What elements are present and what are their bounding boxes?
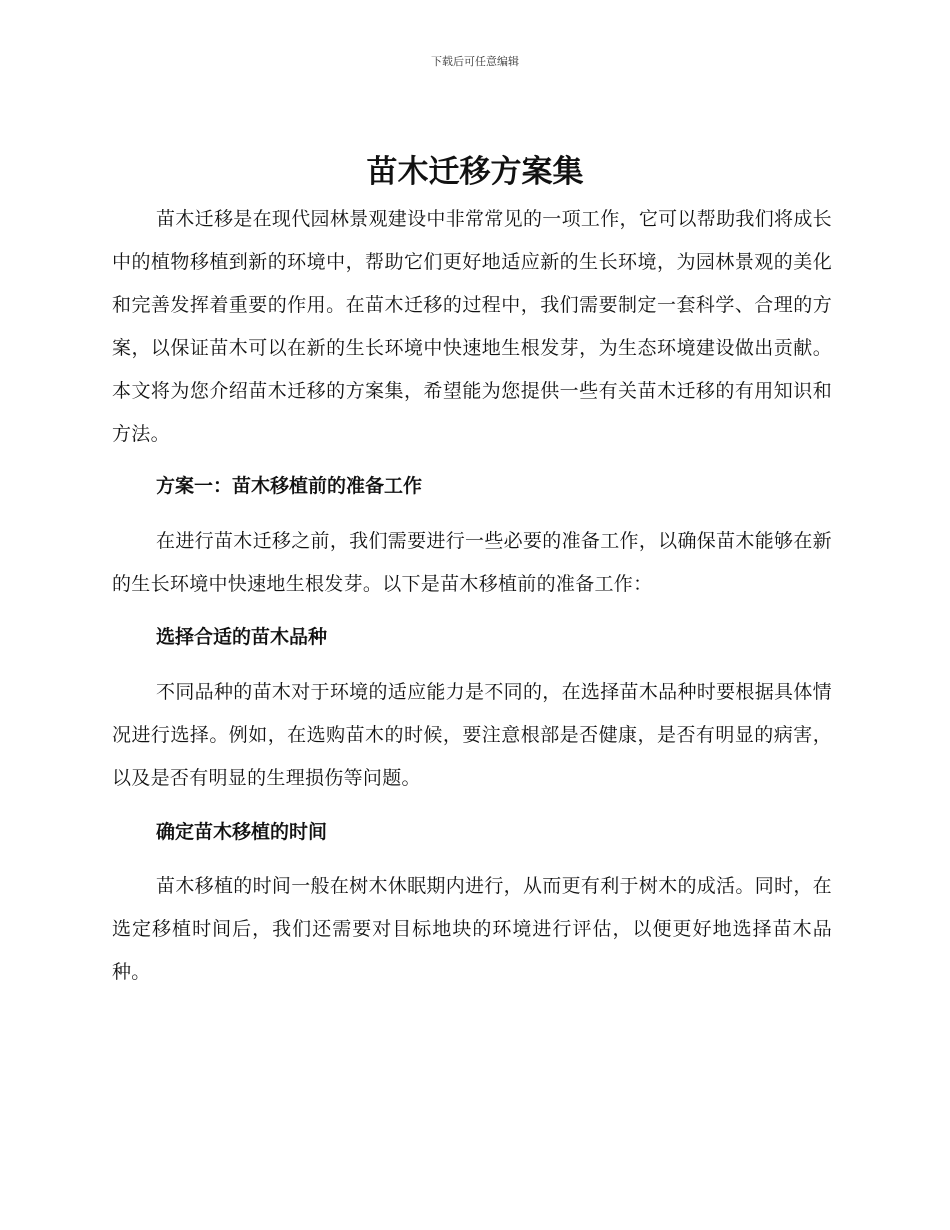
intro-paragraph: 苗木迁移是在现代园林景观建设中非常常见的一项工作，它可以帮助我们将成长中的植物移植到新的环境中，帮助它们更好地适应新的生长环境，为园林景观的美化和完善发挥着重要的作用。在苗木迁移的过程中，我们需要制定一套科学、合理的方案，以保证苗木可以在新的生长环境中快速地生根发芽，为生态环境建设做出贡献。本文将为您介绍苗木迁移的方案集，希望能为您提供一些有关苗木迁移的有用知识和方法。 xyxy=(112,208,832,445)
section-paragraph-choose-variety: 不同品种的苗木对于环境的适应能力是不同的，在选择苗木品种时要根据具体情况进行选择。例如，在选购苗木的时候，要注意根部是否健康，是否有明显的病害，以及是否有明显的生理损伤等问题。 xyxy=(112,681,832,789)
section-heading-transplant-time: 确定苗木移植的时间 xyxy=(156,821,328,843)
section-paragraph-plan-one: 在进行苗木迁移之前，我们需要进行一些必要的准备工作，以确保苗木能够在新的生长环境中快速地生根发芽。以下是苗木移植前的准备工作： xyxy=(112,530,832,595)
section-heading-choose-variety: 选择合适的苗木品种 xyxy=(156,626,328,648)
page-header-note: 下载后可任意编辑 xyxy=(431,55,519,68)
section-heading-plan-one: 方案一：苗木移植前的准备工作 xyxy=(156,475,423,497)
document-title: 苗木迁移方案集 xyxy=(366,154,584,190)
section-paragraph-transplant-time: 苗木移植的时间一般在树木休眠期内进行，从而更有利于树木的成活。同时，在选定移植时间后，我们还需要对目标地块的环境进行评估，以便更好地选择苗木品种。 xyxy=(112,875,832,983)
